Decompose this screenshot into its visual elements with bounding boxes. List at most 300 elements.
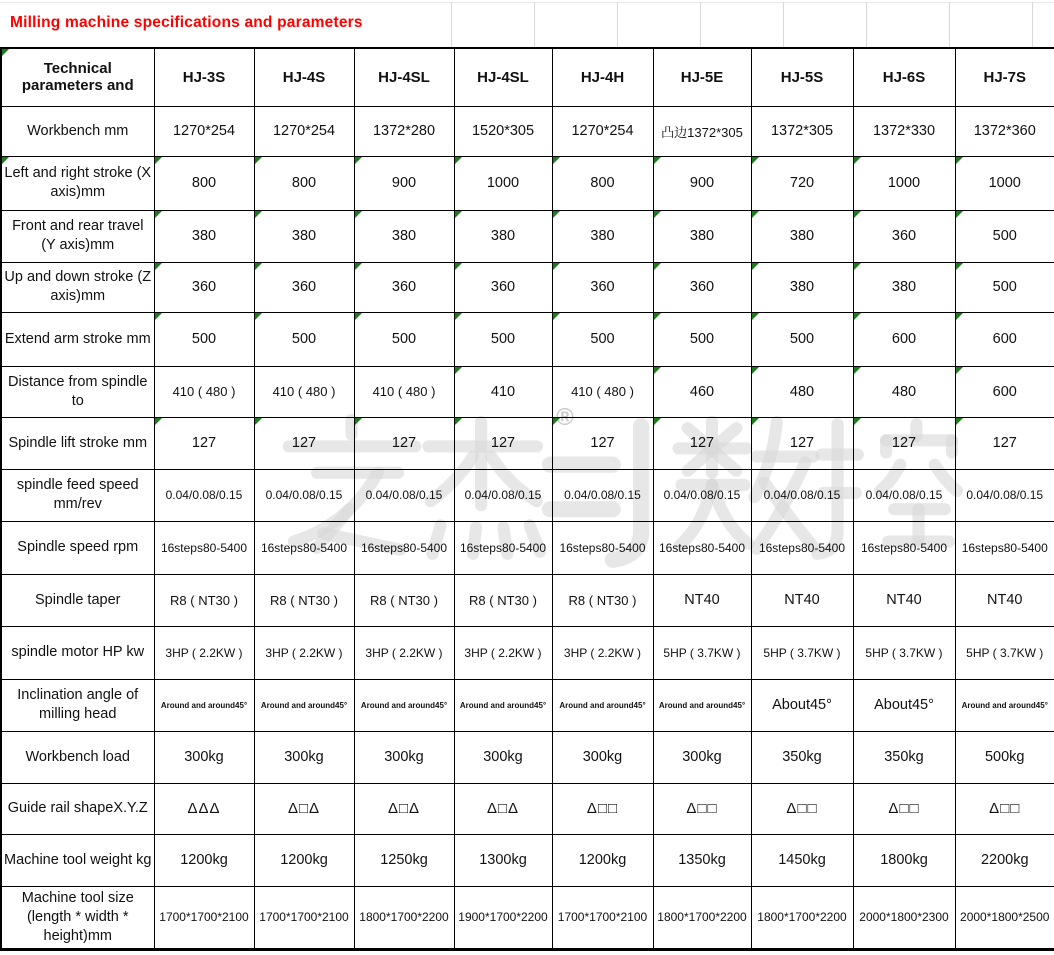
- cell-value: 3HP ( 2.2KW ): [165, 645, 243, 660]
- cell-value: 800: [191, 175, 217, 191]
- row-label-cell: [1, 679, 154, 731]
- cell-value: Around and around45°: [459, 700, 547, 710]
- model-name: HJ-6S: [882, 68, 926, 86]
- value-cell: [552, 783, 653, 834]
- cell-value: 0.04/0.08/0.15: [165, 488, 243, 502]
- cell-value: 3HP ( 2.2KW ): [365, 645, 443, 660]
- cell-value: 380: [590, 228, 615, 244]
- value-cell: [552, 834, 653, 886]
- cell-value: 1372*330: [872, 123, 936, 139]
- cell-value: 127: [891, 435, 917, 451]
- green-corner-marker: [654, 367, 661, 374]
- value-cell: [751, 731, 853, 783]
- value-cell: [454, 626, 552, 679]
- cell-value: 16steps80-5400: [758, 540, 846, 555]
- row-label-cell: [1, 626, 154, 679]
- cell-value: Δ□□: [586, 800, 619, 817]
- cell-value: 0.04/0.08/0.15: [564, 488, 641, 502]
- grid-line: [0, 2, 1054, 3]
- cell-value: About45°: [874, 697, 934, 713]
- value-cell: [354, 366, 454, 417]
- cell-value: 127: [689, 435, 715, 451]
- cell-value: 800: [291, 175, 317, 191]
- grid-line: [949, 2, 950, 47]
- value-cell: [552, 574, 653, 626]
- value-cell: [154, 626, 254, 679]
- value-cell: [154, 521, 254, 574]
- cell-value: 1270*254: [272, 123, 336, 139]
- cell-value: 127: [191, 435, 217, 451]
- value-cell: [154, 262, 254, 312]
- value-cell: [154, 886, 254, 949]
- cell-value: 16steps80-5400: [160, 540, 248, 555]
- value-cell: [254, 156, 354, 210]
- value-cell: [853, 210, 955, 262]
- green-corner-marker: [752, 367, 759, 374]
- value-cell: [853, 574, 955, 626]
- cell-value: 1372*360: [973, 123, 1036, 139]
- green-corner-marker: [854, 263, 861, 270]
- cell-value: 2000*1800*2300: [859, 910, 949, 924]
- value-cell: [154, 783, 254, 834]
- cell-value: 127: [490, 435, 516, 451]
- cell-value: 500: [490, 331, 516, 347]
- cell-value: 127: [992, 435, 1017, 451]
- cell-value: R8 ( NT30 ): [170, 592, 238, 608]
- green-corner-marker: [355, 418, 362, 425]
- cell-value: 410 ( 480 ): [172, 384, 236, 399]
- value-cell: [653, 366, 751, 417]
- value-cell: [454, 210, 552, 262]
- value-cell: [653, 886, 751, 949]
- value-cell: [751, 886, 853, 949]
- grid-line: [451, 2, 452, 47]
- cell-value: Around and around45°: [658, 700, 746, 710]
- value-cell: [552, 156, 653, 210]
- value-cell: [154, 731, 254, 783]
- cell-value: R8 ( NT30 ): [370, 592, 438, 608]
- cell-value: 500: [391, 331, 417, 347]
- cell-value: 1000: [988, 175, 1021, 191]
- cell-value: 127: [789, 435, 815, 451]
- cell-value: Δ□□: [686, 800, 718, 817]
- value-cell: [751, 679, 853, 731]
- cell-value: 16steps80-5400: [459, 540, 547, 555]
- cell-value: 1200kg: [180, 852, 228, 868]
- cell-value: 16steps80-5400: [860, 540, 948, 555]
- model-name: HJ-5S: [780, 68, 824, 86]
- cell-value: 1270*254: [571, 123, 634, 139]
- value-cell: [853, 834, 955, 886]
- value-cell: [751, 626, 853, 679]
- grid-line: [866, 2, 867, 47]
- value-cell: [354, 469, 454, 521]
- value-cell: [751, 834, 853, 886]
- value-cell: [454, 783, 552, 834]
- cell-value: R8 ( NT30 ): [469, 592, 537, 608]
- cell-value: 600: [992, 383, 1017, 400]
- table-row: [1, 574, 1054, 626]
- value-cell: [853, 469, 955, 521]
- value-cell: [254, 834, 354, 886]
- value-cell: [955, 312, 1054, 366]
- cell-value: 360: [191, 279, 217, 295]
- row-label-cell: [1, 156, 154, 210]
- cell-value: 16steps80-5400: [260, 540, 348, 555]
- row-label: Machine tool size (length * width * height)mm: [21, 889, 134, 944]
- green-corner-marker: [455, 157, 462, 164]
- value-cell: [254, 731, 354, 783]
- cell-value: 1200kg: [280, 852, 328, 868]
- green-corner-marker: [854, 313, 861, 320]
- model-name: HJ-5E: [680, 68, 724, 86]
- table-row: [1, 156, 1054, 210]
- model-header-cell: [653, 48, 751, 106]
- value-cell: [751, 106, 853, 156]
- cell-value: 720: [789, 175, 815, 191]
- cell-value: 0.04/0.08/0.15: [763, 488, 841, 502]
- value-cell: [853, 156, 955, 210]
- table-row: [1, 366, 1054, 417]
- value-cell: [254, 886, 354, 949]
- green-corner-marker: [2, 157, 9, 164]
- value-cell: [154, 312, 254, 366]
- green-corner-marker: [553, 211, 560, 218]
- cell-value: 5HP ( 3.7KW ): [966, 645, 1044, 660]
- value-cell: [552, 626, 653, 679]
- corner-header-label: Technical parameters and: [21, 60, 134, 95]
- row-label-cell: [1, 262, 154, 312]
- value-cell: [552, 679, 653, 731]
- value-cell: [454, 886, 552, 949]
- value-cell: [552, 366, 653, 417]
- cell-value: 127: [590, 435, 615, 451]
- cell-value: 0.04/0.08/0.15: [464, 488, 542, 502]
- table-row: [1, 626, 1054, 679]
- cell-value: 350kg: [782, 749, 822, 765]
- cell-value: 0.04/0.08/0.15: [265, 488, 343, 502]
- value-cell: [853, 262, 955, 312]
- green-corner-marker: [956, 157, 963, 164]
- green-corner-marker: [255, 418, 262, 425]
- value-cell: [653, 731, 751, 783]
- green-corner-marker: [2, 49, 9, 56]
- model-name: HJ-4SL: [378, 68, 430, 86]
- value-cell: [552, 210, 653, 262]
- table-row: [1, 783, 1054, 834]
- value-cell: [454, 521, 552, 574]
- value-cell: [751, 521, 853, 574]
- cell-value: 5HP ( 3.7KW ): [763, 645, 841, 660]
- value-cell: [955, 834, 1054, 886]
- value-cell: [955, 106, 1054, 156]
- cell-value: 1700*1700*2100: [557, 910, 648, 924]
- value-cell: [653, 574, 751, 626]
- green-corner-marker: [255, 211, 262, 218]
- cell-value: 410 ( 480 ): [272, 384, 336, 399]
- value-cell: [354, 417, 454, 469]
- value-cell: [454, 574, 552, 626]
- green-corner-marker: [854, 211, 861, 218]
- cell-value: 300kg: [384, 749, 424, 765]
- cell-value: 500kg: [984, 749, 1025, 765]
- cell-value: 360: [490, 279, 516, 295]
- value-cell: [354, 262, 454, 312]
- value-cell: [354, 210, 454, 262]
- value-cell: [853, 679, 955, 731]
- row-label: Front and rear travel (Y axis)mm: [12, 218, 144, 253]
- value-cell: [454, 834, 552, 886]
- green-corner-marker: [455, 313, 462, 320]
- cell-value: Around and around45°: [360, 700, 448, 710]
- value-cell: [955, 626, 1054, 679]
- value-cell: [653, 262, 751, 312]
- green-corner-marker: [854, 157, 861, 164]
- grid-line: [534, 2, 535, 47]
- row-label: Left and right stroke (X axis)mm: [4, 165, 152, 200]
- cell-value: 2200kg: [980, 852, 1029, 868]
- green-corner-marker: [553, 313, 560, 320]
- value-cell: [853, 521, 955, 574]
- value-cell: [751, 366, 853, 417]
- cell-value: 360: [689, 279, 715, 295]
- value-cell: [653, 783, 751, 834]
- row-label: Workbench load: [25, 748, 131, 765]
- value-cell: [354, 106, 454, 156]
- cell-value: R8 ( NT30 ): [270, 592, 338, 608]
- value-cell: [552, 417, 653, 469]
- value-cell: [653, 626, 751, 679]
- row-label: Spindle lift stroke mm: [8, 434, 148, 451]
- cell-value: 1200kg: [578, 852, 627, 868]
- model-header-cell: [751, 48, 853, 106]
- cell-value: 2000*1800*2500: [960, 910, 1050, 924]
- green-corner-marker: [752, 313, 759, 320]
- green-corner-marker: [553, 263, 560, 270]
- value-cell: [955, 156, 1054, 210]
- value-cell: [154, 156, 254, 210]
- value-cell: [154, 366, 254, 417]
- cell-value: Δ□□: [888, 800, 920, 817]
- value-cell: [354, 679, 454, 731]
- cell-value: 300kg: [184, 749, 224, 765]
- model-header-cell: [853, 48, 955, 106]
- green-corner-marker: [553, 157, 560, 164]
- green-corner-marker: [455, 211, 462, 218]
- green-corner-marker: [654, 263, 661, 270]
- cell-value: Δ□Δ: [287, 800, 321, 817]
- cell-value: 3HP ( 2.2KW ): [265, 645, 343, 660]
- row-label-cell: [1, 106, 154, 156]
- value-cell: [853, 106, 955, 156]
- cell-value: Δ□Δ: [486, 800, 520, 817]
- value-cell: [653, 834, 751, 886]
- green-corner-marker: [155, 157, 162, 164]
- value-cell: [853, 783, 955, 834]
- green-corner-marker: [455, 263, 462, 270]
- value-cell: [751, 574, 853, 626]
- value-cell: [454, 469, 552, 521]
- cell-value: Δ□□: [786, 800, 818, 817]
- value-cell: [254, 469, 354, 521]
- value-cell: [354, 886, 454, 949]
- value-cell: [154, 679, 254, 731]
- row-label-cell: [1, 366, 154, 417]
- cell-value: 1700*1700*2100: [259, 910, 349, 924]
- green-corner-marker: [255, 157, 262, 164]
- table-row: [1, 679, 1054, 731]
- cell-value: 1000: [887, 175, 921, 191]
- value-cell: [154, 469, 254, 521]
- value-cell: [454, 156, 552, 210]
- cell-value: 480: [891, 383, 917, 400]
- cell-value: Around and around45°: [559, 700, 646, 710]
- row-label-cell: [1, 834, 154, 886]
- cell-value: 480: [789, 383, 815, 400]
- row-label-cell: [1, 521, 154, 574]
- green-corner-marker: [654, 313, 661, 320]
- model-name: HJ-7S: [983, 68, 1027, 86]
- row-label-cell: [1, 886, 154, 949]
- value-cell: [853, 417, 955, 469]
- value-cell: [254, 574, 354, 626]
- value-cell: [254, 312, 354, 366]
- value-cell: [154, 574, 254, 626]
- green-corner-marker: [752, 418, 759, 425]
- cell-value: 350kg: [884, 749, 924, 765]
- table-row: [1, 834, 1054, 886]
- cell-value: 800: [590, 175, 615, 191]
- green-corner-marker: [654, 157, 661, 164]
- cell-value: 380: [689, 228, 715, 244]
- value-cell: [454, 262, 552, 312]
- cell-value: Δ□□: [989, 800, 1021, 817]
- value-cell: [955, 210, 1054, 262]
- value-cell: [955, 521, 1054, 574]
- green-corner-marker: [455, 418, 462, 425]
- value-cell: [254, 626, 354, 679]
- value-cell: [653, 312, 751, 366]
- grid-line: [700, 2, 701, 47]
- cell-value: 500: [689, 331, 715, 347]
- cell-value: 1372*280: [372, 123, 436, 139]
- cell-value: Δ□Δ: [387, 800, 421, 817]
- value-cell: [853, 626, 955, 679]
- row-label-cell: [1, 731, 154, 783]
- value-cell: [454, 312, 552, 366]
- cell-value: 0.04/0.08/0.15: [365, 488, 443, 502]
- value-cell: [354, 834, 454, 886]
- green-corner-marker: [956, 367, 963, 374]
- cell-value: 16steps80-5400: [559, 540, 646, 555]
- green-corner-marker: [752, 211, 759, 218]
- cell-value: 300kg: [284, 749, 324, 765]
- cell-value: 500: [992, 279, 1017, 295]
- green-corner-marker: [355, 313, 362, 320]
- row-label: Extend arm stroke mm: [4, 330, 151, 347]
- value-cell: [354, 731, 454, 783]
- cell-value: 0.04/0.08/0.15: [966, 488, 1044, 502]
- cell-value: 1900*1700*2200: [458, 910, 548, 924]
- cell-value: 500: [789, 331, 815, 347]
- row-label: spindle motor HP kw: [11, 644, 145, 660]
- green-corner-marker: [355, 263, 362, 270]
- row-label-cell: [1, 783, 154, 834]
- cell-value: 5HP ( 3.7KW ): [865, 645, 943, 660]
- cell-value: 600: [992, 331, 1017, 347]
- value-cell: [552, 312, 653, 366]
- value-cell: [254, 210, 354, 262]
- cell-value: 380: [789, 228, 815, 244]
- model-name: HJ-4SL: [477, 68, 529, 86]
- value-cell: [454, 679, 552, 731]
- cell-value: 1270*254: [172, 123, 236, 139]
- value-cell: [254, 521, 354, 574]
- table-row: [1, 731, 1054, 783]
- cell-value: 0.04/0.08/0.15: [865, 488, 943, 502]
- cell-value: R8 ( NT30 ): [568, 592, 637, 608]
- table-row: [1, 262, 1054, 312]
- model-name: HJ-4S: [282, 68, 326, 86]
- model-name: HJ-4H: [580, 68, 625, 86]
- model-header-cell: [552, 48, 653, 106]
- grid-line: [617, 2, 618, 47]
- row-label: Distance from spindle to: [8, 373, 148, 409]
- table-row: [1, 886, 1054, 949]
- value-cell: [154, 417, 254, 469]
- cell-value: 1700*1700*2100: [159, 910, 249, 924]
- cell-value: 5HP ( 3.7KW ): [663, 645, 741, 660]
- registered-trademark-icon: ®: [556, 404, 574, 431]
- cell-value: 500: [191, 331, 217, 347]
- cell-value: 300kg: [682, 749, 722, 765]
- cell-value: 1800*1700*2200: [359, 910, 449, 924]
- model-header-cell: [955, 48, 1054, 106]
- cell-value: 500: [590, 331, 615, 347]
- value-cell: [853, 731, 955, 783]
- green-corner-marker: [956, 211, 963, 218]
- table-row: [1, 106, 1054, 156]
- value-cell: [751, 156, 853, 210]
- cell-value: Around and around45°: [160, 700, 248, 710]
- green-corner-marker: [654, 418, 661, 425]
- value-cell: [552, 731, 653, 783]
- table-row: [1, 521, 1054, 574]
- value-cell: [552, 106, 653, 156]
- green-corner-marker: [752, 263, 759, 270]
- model-header-cell: [454, 48, 552, 106]
- cell-value: 16steps80-5400: [658, 540, 746, 555]
- value-cell: [853, 886, 955, 949]
- value-cell: [955, 783, 1054, 834]
- value-cell: [254, 366, 354, 417]
- value-cell: [154, 106, 254, 156]
- value-cell: [955, 679, 1054, 731]
- green-corner-marker: [854, 367, 861, 374]
- page-title: Milling machine specifications and parameters: [10, 14, 363, 31]
- cell-value: 900: [391, 175, 417, 191]
- value-cell: [454, 106, 552, 156]
- value-cell: [751, 210, 853, 262]
- value-cell: [653, 417, 751, 469]
- value-cell: [354, 312, 454, 366]
- value-cell: [454, 366, 552, 417]
- green-corner-marker: [553, 418, 560, 425]
- cell-value: NT40: [784, 592, 820, 608]
- cell-value: 500: [992, 228, 1017, 244]
- cell-value: 500: [291, 331, 317, 347]
- cell-value: 16steps80-5400: [961, 540, 1048, 555]
